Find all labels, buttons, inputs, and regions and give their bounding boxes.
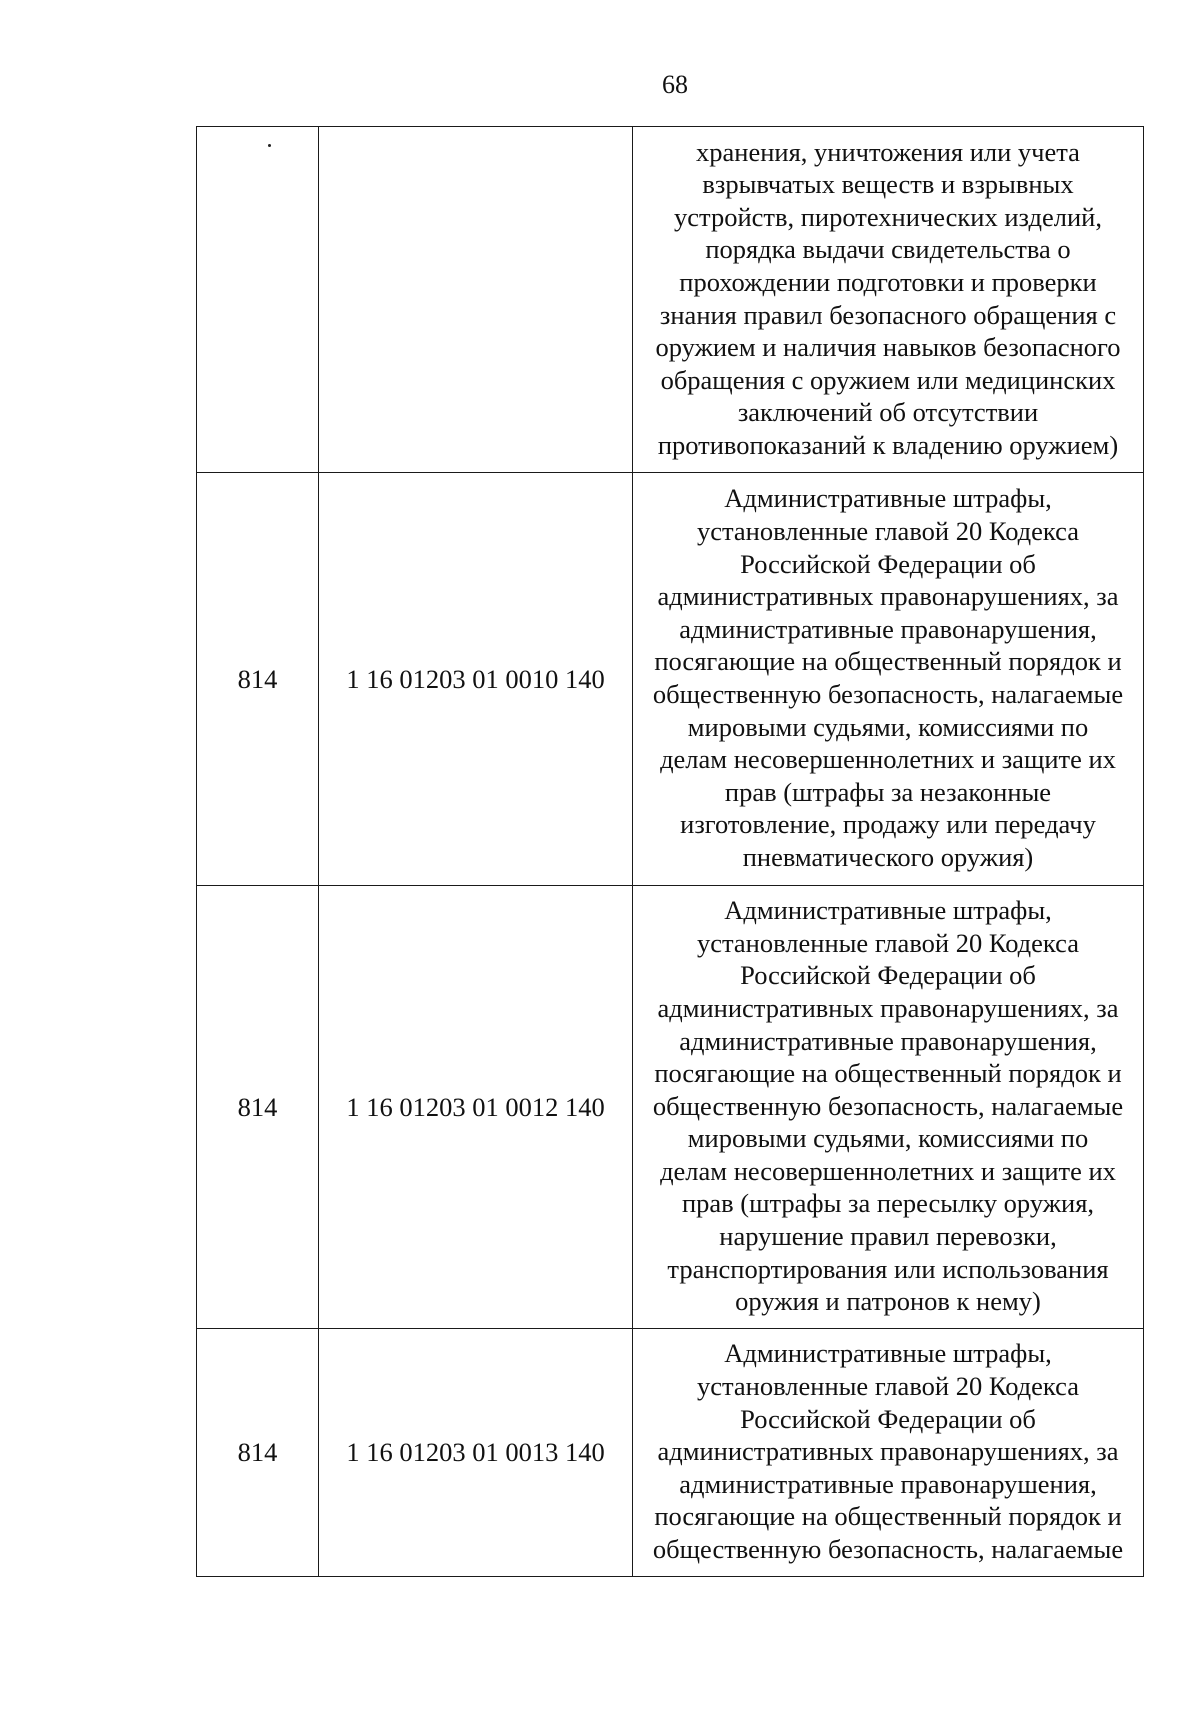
description-cell bbox=[633, 1329, 1144, 1577]
description-line: административные правонарушения, bbox=[679, 1468, 1097, 1499]
description-line: Российской Федерации об bbox=[740, 548, 1036, 579]
description-line: заключений об отсутствии bbox=[737, 397, 1039, 428]
description-line: установленные главой 20 Кодекса bbox=[697, 927, 1079, 958]
description-line: противопоказаний к владению оружием) bbox=[657, 429, 1119, 460]
description-line: оружием и наличия навыков безопасного bbox=[655, 332, 1121, 363]
fees-table bbox=[196, 126, 1144, 1577]
description-line: Административные штрафы, bbox=[724, 1338, 1052, 1369]
description-line: Российской Федерации об bbox=[740, 960, 1036, 991]
description-line: административные правонарушения, bbox=[679, 613, 1097, 644]
description-line: делам несовершеннолетних и защите их bbox=[660, 744, 1116, 775]
description-line: административных правонарушениях, за bbox=[657, 992, 1119, 1023]
page-number: 68 bbox=[662, 70, 688, 99]
description-line: пневматического оружия) bbox=[742, 841, 1034, 872]
admin-code-cell: 814 bbox=[197, 886, 319, 1329]
description-line: административных правонарушениях, за bbox=[657, 581, 1119, 612]
description-line: Административные штрафы, bbox=[724, 895, 1052, 926]
description-line: общественную безопасность, налагаемые bbox=[652, 1533, 1124, 1564]
description-line: знания правил безопасного обращения с bbox=[659, 299, 1117, 330]
table-row bbox=[197, 1329, 1144, 1577]
description-line: хранения, уничтожения или учета bbox=[696, 136, 1080, 167]
description-line: транспортирования или использования bbox=[667, 1253, 1109, 1284]
kbk-code-cell: 1 16 01203 01 0012 140 bbox=[319, 886, 633, 1329]
description-line: административных правонарушениях, за bbox=[657, 1436, 1119, 1467]
description-cell bbox=[633, 886, 1144, 1329]
description-line: посягающие на общественный порядок и bbox=[654, 646, 1122, 677]
table-row bbox=[197, 127, 1144, 473]
table-row bbox=[197, 886, 1144, 1329]
description-line: оружия и патронов к нему) bbox=[735, 1286, 1041, 1317]
description-line: делам несовершеннолетних и защите их bbox=[660, 1155, 1116, 1186]
admin-code-cell: 814 bbox=[197, 473, 319, 886]
description-line: административные правонарушения, bbox=[679, 1025, 1097, 1056]
table-row bbox=[197, 473, 1144, 886]
description-line: Административные штрафы, bbox=[724, 483, 1052, 514]
kbk-code-cell: 1 16 01203 01 0013 140 bbox=[319, 1329, 633, 1577]
description-line: устройств, пиротехнических изделий, bbox=[674, 201, 1102, 232]
description-line: изготовление, продажу или передачу bbox=[680, 809, 1096, 840]
admin-code-cell: 814 bbox=[197, 1329, 319, 1577]
description-line: общественную безопасность, налагаемые bbox=[652, 679, 1124, 709]
description-line: установленные главой 20 Кодекса bbox=[697, 1371, 1079, 1402]
kbk-code-cell: 1 16 01203 01 0010 140 bbox=[319, 473, 633, 886]
kbk-code-cell bbox=[319, 127, 633, 473]
description-line: мировыми судьями, комиссиями по bbox=[687, 711, 1089, 742]
description-line: посягающие на общественный порядок и bbox=[654, 1501, 1122, 1532]
description-cell bbox=[633, 473, 1144, 886]
description-line: обращения с оружием или медицинских bbox=[660, 364, 1116, 395]
description-line: взрывчатых веществ и взрывных bbox=[702, 169, 1074, 200]
description-line: прав (штрафы за незаконные bbox=[724, 776, 1052, 807]
description-cell bbox=[633, 127, 1144, 473]
admin-code-cell bbox=[197, 127, 319, 473]
description-line: общественную безопасность, налагаемые bbox=[652, 1090, 1124, 1121]
description-line: посягающие на общественный порядок и bbox=[654, 1058, 1122, 1089]
description-line: нарушение правил перевозки, bbox=[719, 1221, 1057, 1252]
description-line: мировыми судьями, комиссиями по bbox=[687, 1123, 1089, 1154]
description-line: порядка выдачи свидетельства о bbox=[705, 234, 1071, 265]
description-line: Российской Федерации об bbox=[740, 1403, 1036, 1434]
description-line: установленные главой 20 Кодекса bbox=[697, 516, 1079, 547]
description-line: прохождении подготовки и проверки bbox=[679, 266, 1097, 297]
description-line: прав (штрафы за пересылку оружия, bbox=[681, 1188, 1095, 1219]
